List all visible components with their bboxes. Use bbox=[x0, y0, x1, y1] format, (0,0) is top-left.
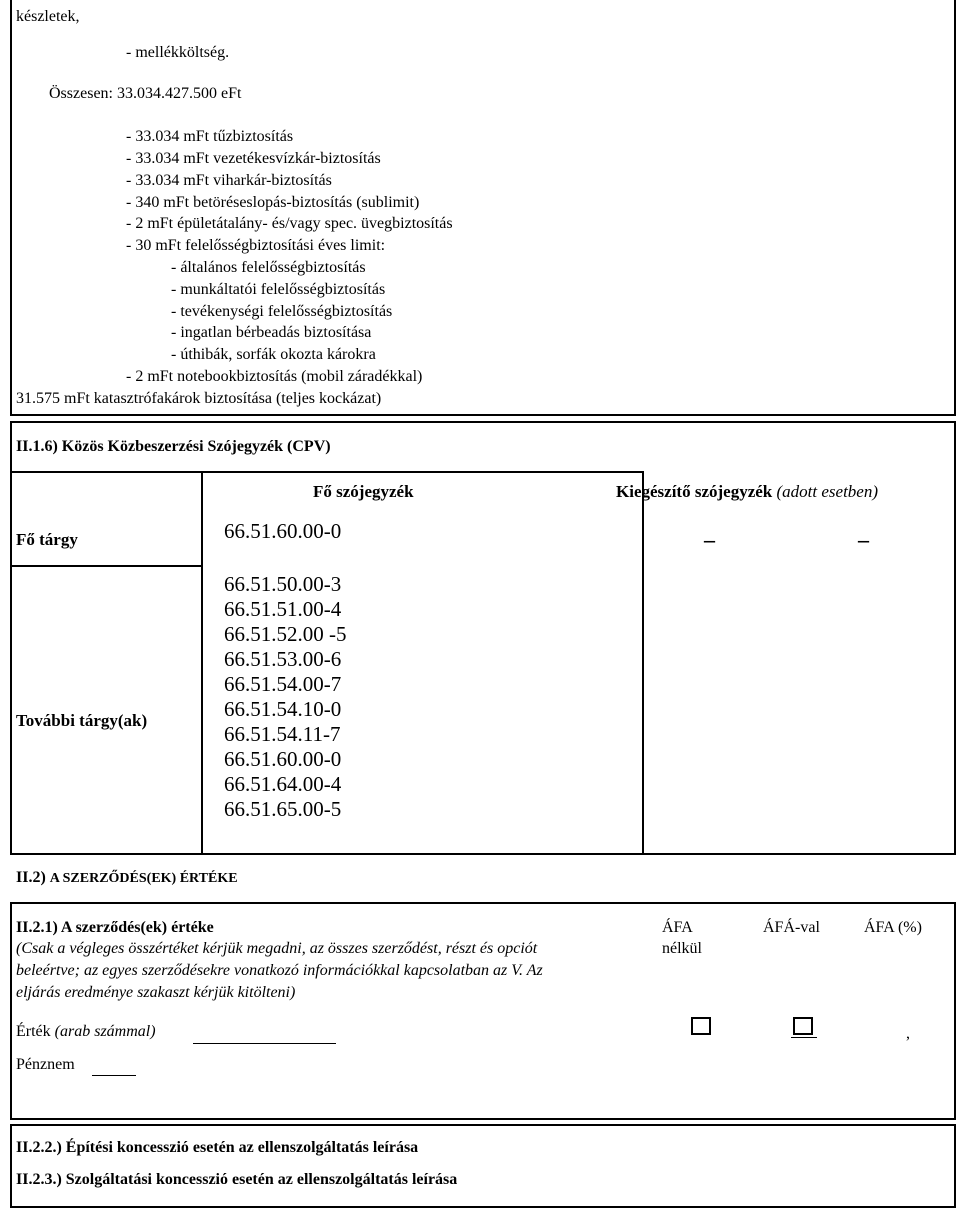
list-item: - 340 mFt betöréseslopás-biztosítás (sublimit) bbox=[126, 194, 420, 211]
cpv-table-border-left bbox=[10, 473, 12, 853]
value-sub-heading bbox=[16, 918, 214, 938]
cpv-row-other-label: További tárgy(ak) bbox=[16, 711, 148, 730]
sub-list-item: - úthibák, sorfák okozta károkra bbox=[171, 346, 376, 363]
top-line-1: készletek, bbox=[16, 8, 80, 25]
concession-services-text: Szolgáltatási koncesszió esetén az ellenszolgáltatás leírása bbox=[65, 1171, 458, 1188]
col-afa-val: ÁFÁ-val bbox=[763, 919, 820, 936]
afa-val-underline bbox=[791, 1037, 817, 1038]
cpv-code-item: 66.51.50.00-3 bbox=[224, 572, 342, 596]
cpv-code-item: 66.51.54.11-7 bbox=[224, 722, 341, 746]
cpv-col-supp-italic: (adott esetben) bbox=[776, 482, 878, 501]
cpv-heading bbox=[16, 437, 331, 457]
ertek-input-line[interactable] bbox=[193, 1043, 336, 1044]
cpv-col-main-header: Fő szójegyzék bbox=[313, 482, 414, 501]
cpv-table-top-border bbox=[10, 471, 644, 473]
list-item: - 33.034 mFt vezetékesvízkár-biztosítás bbox=[126, 150, 381, 167]
cpv-heading-text: Közös Közbeszerzési Szójegyzék (CPV) bbox=[61, 438, 331, 455]
concession-works-line bbox=[16, 1138, 418, 1158]
concession-services-line bbox=[16, 1170, 457, 1190]
top-final-line: 31.575 mFt katasztrófakárok biztosítása (teljes kockázat) bbox=[16, 390, 382, 407]
col-afa-nelkul-2: nélkül bbox=[662, 940, 702, 957]
value-note-line: eljárás eredménye szakaszt kérjük kitölteni) bbox=[16, 984, 296, 1001]
value-note-line: beleértve; az egyes szerződésekre vonatkozó információkkal kapcsolatban az V. Az bbox=[16, 962, 543, 979]
value-section-box bbox=[10, 902, 956, 1120]
ertek-label-italic: (arab számmal) bbox=[54, 1023, 156, 1040]
sub-list-item: - munkáltatói felelősségbiztosítás bbox=[171, 281, 386, 298]
cpv-code-item: 66.51.65.00-5 bbox=[224, 797, 342, 821]
concession-services-number: II.2.3.) bbox=[16, 1171, 62, 1188]
sub-list-item: - általános felelősségbiztosítás bbox=[171, 259, 366, 276]
cpv-code-item: 66.51.52.00 -5 bbox=[224, 622, 347, 646]
cpv-code-item: 66.51.53.00-6 bbox=[224, 647, 342, 671]
ertek-label-text: Érték bbox=[16, 1023, 51, 1040]
list-item: - 30 mFt felelősségbiztosítási éves limit: bbox=[126, 237, 386, 254]
cpv-col-supp-bold: Kiegészítő szójegyzék bbox=[616, 482, 773, 501]
cpv-supp-dash-1: – bbox=[704, 527, 715, 552]
concession-works-number: II.2.2.) bbox=[16, 1139, 62, 1156]
cpv-main-code: 66.51.60.00-0 bbox=[224, 519, 342, 543]
value-sub-text: A szerződés(ek) értéke bbox=[60, 919, 214, 936]
cpv-col-supp-header bbox=[616, 482, 878, 502]
value-sub-number: II.2.1) bbox=[16, 919, 58, 936]
cpv-col-divider bbox=[201, 473, 203, 853]
afa-pct-comma: , bbox=[906, 1025, 910, 1042]
value-note-line: (Csak a végleges összértéket kérjük megadni, az összes szerződést, részt és opciót bbox=[16, 940, 538, 957]
top-section-box bbox=[10, 0, 956, 416]
penznem-input-line[interactable] bbox=[92, 1075, 136, 1076]
ertek-label bbox=[16, 1022, 156, 1042]
sub-list-item: - ingatlan bérbeadás biztosítása bbox=[171, 324, 372, 341]
top-total: Összesen: 33.034.427.500 eFt bbox=[49, 85, 242, 102]
cpv-code-item: 66.51.54.00-7 bbox=[224, 672, 342, 696]
value-heading-number: II.2) bbox=[16, 869, 46, 886]
col-afa-pct: ÁFA (%) bbox=[864, 919, 922, 936]
cpv-supp-dash-2: – bbox=[858, 527, 869, 552]
afa-val-checkbox[interactable] bbox=[793, 1017, 813, 1035]
concession-works-text: Építési koncesszió esetén az ellenszolgáltatás leírása bbox=[65, 1139, 419, 1156]
cpv-heading-number: II.1.6) bbox=[16, 438, 58, 455]
cpv-row-main-label: Fő tárgy bbox=[16, 530, 78, 549]
cpv-code-item: 66.51.54.10-0 bbox=[224, 697, 342, 721]
cpv-row-divider bbox=[10, 565, 203, 567]
value-heading bbox=[16, 868, 238, 889]
cpv-code-item: 66.51.64.00-4 bbox=[224, 772, 342, 796]
col-afa-nelkul-1: ÁFA bbox=[662, 919, 693, 936]
penznem-label: Pénznem bbox=[16, 1056, 75, 1073]
list-item: - 2 mFt notebookbiztosítás (mobil záradékkal) bbox=[126, 368, 423, 385]
list-item: - 33.034 mFt tűzbiztosítás bbox=[126, 128, 294, 145]
list-item: - 33.034 mFt viharkár-biztosítás bbox=[126, 172, 332, 189]
bottom-section-box bbox=[10, 1124, 956, 1208]
list-item: - 2 mFt épületátalány- és/vagy spec. üvegbiztosítás bbox=[126, 215, 453, 232]
value-heading-text: A SZERZŐDÉS(EK) ÉRTÉKE bbox=[49, 871, 238, 886]
cpv-code-item: 66.51.60.00-0 bbox=[224, 747, 342, 771]
top-line-2: - mellékköltség. bbox=[126, 44, 230, 61]
afa-nelkul-checkbox[interactable] bbox=[691, 1017, 711, 1035]
cpv-code-item: 66.51.51.00-4 bbox=[224, 597, 342, 621]
sub-list-item: - tevékenységi felelősségbiztosítás bbox=[171, 303, 393, 320]
